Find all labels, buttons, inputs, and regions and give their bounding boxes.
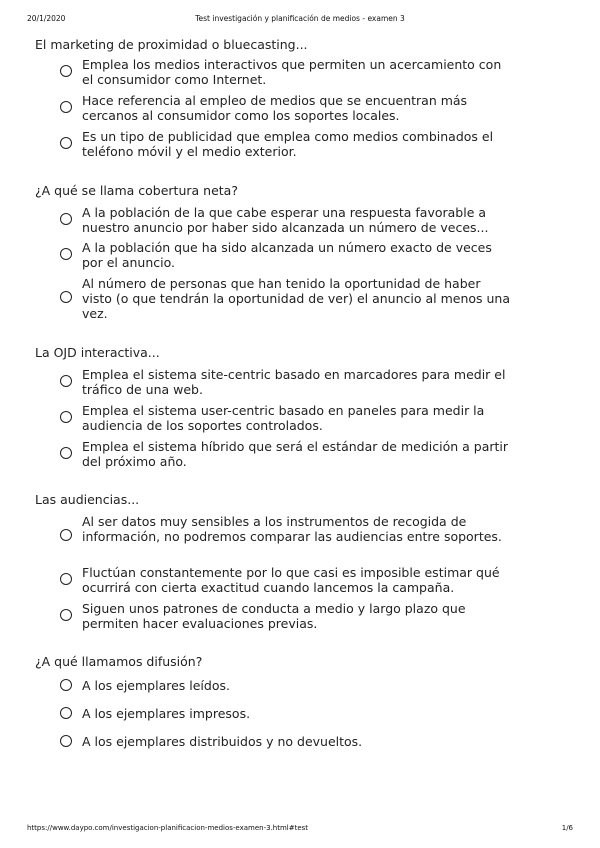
answer-text: Emplea los medios interactivos que permiten un acercamiento con el consumidor como Internet. [82,57,502,87]
radio-button[interactable] [60,101,72,113]
radio-button[interactable] [60,707,72,719]
print-footer [0,818,600,832]
radio-button[interactable] [60,573,72,585]
radio-button[interactable] [60,735,72,747]
radio-button[interactable] [60,248,72,260]
answer-text: Es un tipo de publicidad que emplea como medios combinados el teléfono móvil y el medio exterior. [82,129,494,159]
answer-text: Emplea el sistema site-centric basado en marcadores para medir el tráfico de una web. [82,367,506,397]
page-number: 1/6 [561,824,573,832]
answer-text: Siguen unos patrones de conducta a medio y largo plazo que permiten hacer evaluaciones previas. [82,601,466,631]
radio-button[interactable] [60,609,72,621]
answer-text: A los ejemplares impresos. [82,706,251,721]
question-text: El marketing de proximidad o bluecasting... [35,37,308,52]
radio-button[interactable] [60,213,72,225]
radio-button[interactable] [60,137,72,149]
print-title: Test investigación y planificación de medios - examen 3 [195,14,405,23]
answer-text: Emplea el sistema híbrido que será el estándar de medición a partir del próximo año. [82,439,509,469]
radio-button[interactable] [60,411,72,423]
question-text: Las audiencias... [35,492,140,507]
question-text: ¿A qué llamamos difusión? [35,654,203,669]
answer-text: Al número de personas que han tenido la oportunidad de haber visto (o que tendrán la oportunidad de ver) el anuncio al menos una vez. [82,276,511,321]
answer-text: Hace referencia al empleo de medios que se encuentran más cercanos al consumidor como los soportes locales. [82,93,468,123]
question-text: La OJD interactiva... [35,345,160,360]
answer-text: Al ser datos muy sensibles a los instrumentos de recogida de información, no podremos comparar las audiencias entre soportes. [82,514,502,544]
answer-text: A los ejemplares leídos. [82,678,230,693]
radio-button[interactable] [60,679,72,691]
question-text: ¿A qué se llama cobertura neta? [35,183,238,198]
radio-button[interactable] [60,447,72,459]
answer-text: Fluctúan constantemente por lo que casi es imposible estimar qué ocurrirá con cierta exactitud cuando lancemos la campaña. [82,565,500,595]
answer-text: Emplea el sistema user-centric basado en paneles para medir la audiencia de los soportes controlados. [82,403,485,433]
radio-button[interactable] [60,375,72,387]
radio-button[interactable] [60,291,72,303]
answer-text: A la población de la que cabe esperar una respuesta favorable a nuestro anuncio por haber sido alcanzada un número de veces... [82,205,489,235]
answer-text: A los ejemplares distribuidos y no devueltos. [82,734,363,749]
print-date: 20/1/2020 [27,14,66,23]
answer-text: A la población que ha sido alcanzada un número exacto de veces por el anuncio. [82,240,492,270]
radio-button[interactable] [60,529,72,541]
radio-button[interactable] [60,65,72,77]
print-url: https://www.daypo.com/investigacion-planificacion-medios-examen-3.html#test [27,824,309,832]
